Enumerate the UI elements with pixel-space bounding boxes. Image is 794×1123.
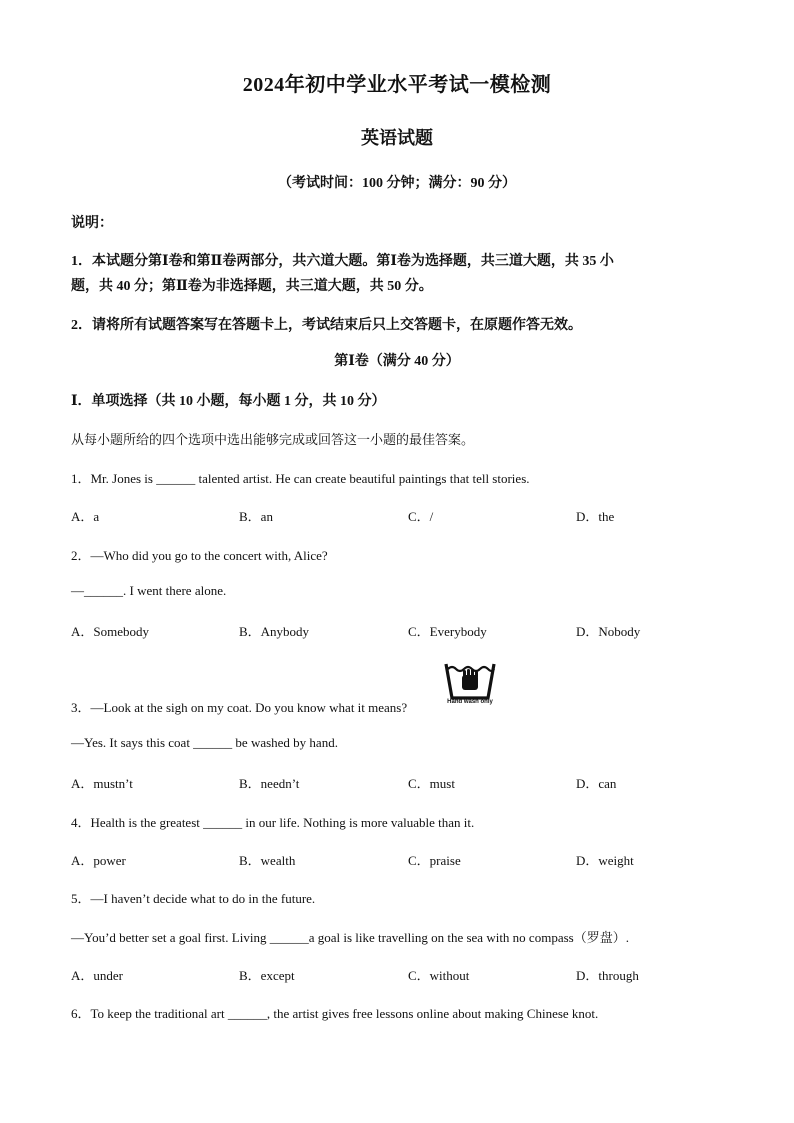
q4-option-a: A．power bbox=[71, 853, 126, 868]
q2-option-d: D．Nobody bbox=[576, 624, 641, 639]
q1-option-c: C．/ bbox=[408, 509, 434, 524]
q5-option-d: D．through bbox=[576, 968, 639, 983]
q4-option-d: D．weight bbox=[576, 853, 634, 868]
section-title: 第Ⅰ卷（满分 40 分） bbox=[334, 354, 460, 369]
q3-option-d: D．can bbox=[576, 776, 617, 791]
question-3-line-2: —Yes. It says this coat ______ be washed by hand. bbox=[71, 735, 338, 750]
question-5-line-2: —You’d better set a goal first. Living ______a goal is like travelling on the sea with no compass（罗盘）. bbox=[71, 930, 629, 945]
q1-option-a: A．a bbox=[71, 509, 100, 524]
hand-wash-icon-caption: Hand wash only bbox=[447, 699, 493, 705]
q4-option-c: C．praise bbox=[408, 853, 461, 868]
hand-wash-only-icon bbox=[442, 660, 498, 710]
part-instruction: 从每小题所给的四个选项中选出能够完成或回答这一小题的最佳答案。 bbox=[71, 432, 475, 447]
question-2-line-2: —______. I went there alone. bbox=[71, 583, 227, 598]
q1-option-d: D．the bbox=[576, 509, 615, 524]
q2-option-b: B．Anybody bbox=[239, 624, 310, 639]
q2-option-c: C．Everybody bbox=[408, 624, 487, 639]
q2-option-a: A．Somebody bbox=[71, 624, 150, 639]
question-2-line-1: 2．—Who did you go to the concert with, Alice? bbox=[71, 548, 328, 563]
notes-item-1-line-1: 1．本试题分第Ⅰ卷和第Ⅱ卷两部分，共六道大题。第Ⅰ卷为选择题，共三道大题，共 35 小 bbox=[71, 254, 614, 269]
question-4: 4．Health is the greatest ______ in our life. Nothing is more valuable than it. bbox=[71, 815, 475, 830]
q4-option-b: B．wealth bbox=[239, 853, 296, 868]
exam-subtitle: 英语试题 bbox=[361, 128, 433, 148]
part-title: Ⅰ．单项选择（共 10 小题，每小题 1 分，共 10 分） bbox=[71, 394, 386, 409]
notes-item-1-line-2: 题，共 40 分；第Ⅱ卷为非选择题，共三道大题，共 50 分。 bbox=[71, 279, 433, 294]
question-1: 1．Mr. Jones is ______ talented artist. He can create beautiful paintings that tell stories. bbox=[71, 471, 530, 486]
q5-option-b: B．except bbox=[239, 968, 295, 983]
exam-title: 2024年初中学业水平考试一模检测 bbox=[242, 74, 552, 96]
q1-option-b: B．an bbox=[239, 509, 273, 524]
question-6: 6．To keep the traditional art ______, the artist gives free lessons online about making Chinese knot. bbox=[71, 1006, 599, 1021]
q3-option-a: A．mustn’t bbox=[71, 776, 133, 791]
q5-option-c: C．without bbox=[408, 968, 470, 983]
question-5-line-1: 5．—I haven’t decide what to do in the future. bbox=[71, 891, 316, 906]
question-3-line-1: 3．—Look at the sigh on my coat. Do you know what it means? bbox=[71, 700, 408, 715]
notes-heading: 说明： bbox=[71, 216, 113, 231]
q3-option-c: C．must bbox=[408, 776, 455, 791]
notes-item-2: 2．请将所有试题答案写在答题卡上，考试结束后只上交答题卡，在原题作答无效。 bbox=[71, 318, 582, 333]
exam-time-info: （考试时间：100 分钟；满分：90 分） bbox=[278, 176, 516, 191]
q5-option-a: A．under bbox=[71, 968, 123, 983]
q3-option-b: B．needn’t bbox=[239, 776, 300, 791]
